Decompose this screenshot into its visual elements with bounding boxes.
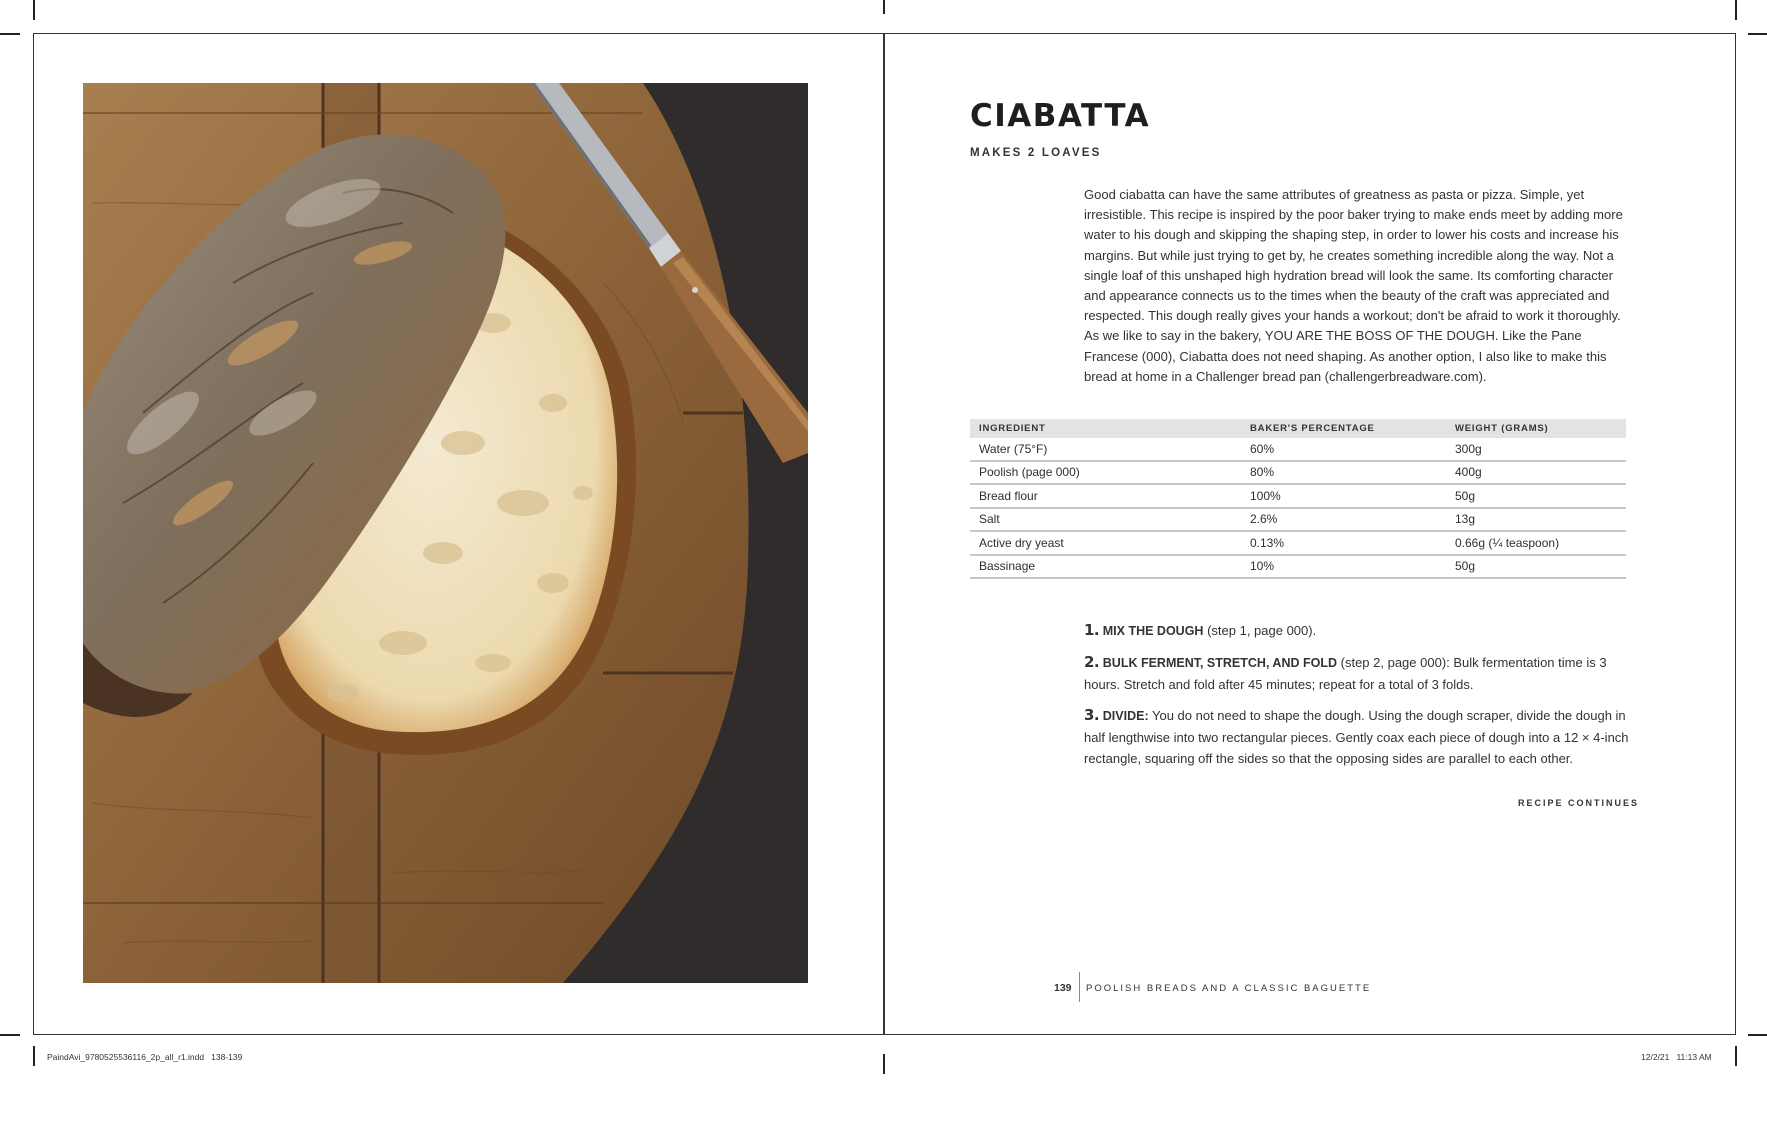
- step-number: 3.: [1084, 706, 1100, 724]
- table-row: [970, 508, 1626, 532]
- crop-mark: [1735, 1046, 1737, 1066]
- weight-cell: 400g: [1446, 461, 1626, 485]
- table-row: [970, 484, 1626, 508]
- ingredient-cell: Salt: [970, 508, 1241, 532]
- percentage-cell: 10%: [1241, 555, 1446, 579]
- ingredient-cell: Bassinage: [970, 555, 1241, 579]
- step-2: [1084, 652, 1630, 695]
- ingredient-cell: Poolish (page 000): [970, 461, 1241, 485]
- percentage-cell: 80%: [1241, 461, 1446, 485]
- step-number: 2.: [1084, 653, 1100, 671]
- column-header-bakers-percentage: BAKER'S PERCENTAGE: [1241, 419, 1446, 438]
- recipe-intro: Good ciabatta can have the same attributes of greatness as pasta or pizza. Simple, yet irresistible. This recipe is inspired by the poor baker trying to make ends meet by adding more water to his dough and skipping the shaping step, in order to lower his costs and increase his margins. But while just trying to get by, he creates something incredible along the way. Not a single loaf of this unshaped high hydration bread will look the same. Its comforting character and appearance connects us to the times when the beauty of the craft was appreciated and respected. This dough really gives your hands a workout; don't be afraid to work it thoroughly. As we like to say in the bakery, YOU ARE THE BOSS OF THE DOUGH. Like the Pane Francese (000), Ciabatta does not need shaping. As another option, I also like to make this bread at home in a Challenger bread pan (challengerbreadware.com).: [1084, 187, 1623, 384]
- recipe-continues-note: RECIPE CONTINUES: [1518, 798, 1640, 808]
- step-heading: BULK FERMENT, STRETCH, AND FOLD: [1102, 656, 1338, 670]
- ciabatta-photo: [83, 83, 808, 983]
- folio-divider: [1079, 972, 1080, 1002]
- crop-mark: [0, 1034, 20, 1036]
- weight-cell: 50g: [1446, 555, 1626, 579]
- step-1: [1084, 620, 1630, 642]
- crop-mark: [883, 0, 885, 14]
- table-row: [970, 461, 1626, 485]
- percentage-cell: 0.13%: [1241, 531, 1446, 555]
- percentage-cell: 100%: [1241, 484, 1446, 508]
- crop-mark: [1748, 33, 1767, 35]
- recipe-title: CIABATTA: [970, 98, 1151, 134]
- crop-mark: [33, 1046, 35, 1066]
- table-header-row: [970, 419, 1626, 438]
- method-steps: [1084, 620, 1630, 779]
- step-heading: MIX THE DOUGH: [1102, 624, 1204, 638]
- ingredient-cell: Bread flour: [970, 484, 1241, 508]
- ingredient-table: [970, 419, 1626, 579]
- step-text: You do not need to shape the dough. Using the dough scraper, divide the dough in half lengthwise into two rectangular pieces. Gently coax each piece of dough into a 12 × 4-inch rectangle, squaring off the sides so that the opposing sides are parallel to each other.: [1084, 708, 1629, 766]
- step-text: (step 2, page 000): Bulk fermentation time is 3 hours. Stretch and fold after 45 minutes; repeat for a total of 3 folds.: [1084, 655, 1607, 692]
- crop-mark: [0, 33, 20, 35]
- crop-mark: [883, 1054, 885, 1074]
- weight-cell: 0.66g (¼ teaspoon): [1446, 531, 1626, 555]
- weight-cell: 50g: [1446, 484, 1626, 508]
- gutter-line: [883, 33, 885, 1035]
- weight-cell: 300g: [1446, 438, 1626, 461]
- page-number: 139: [1054, 982, 1072, 994]
- column-header-ingredient: INGREDIENT: [970, 419, 1241, 438]
- crop-mark: [1748, 1034, 1767, 1036]
- recipe-yield: MAKES 2 LOAVES: [970, 147, 1102, 159]
- table-row: [970, 531, 1626, 555]
- step-heading: DIVIDE:: [1102, 709, 1149, 723]
- step-3: [1084, 705, 1630, 769]
- slug-filename: PaindAvi_9780525536116_2p_all_r1.indd 138-139: [47, 1052, 243, 1062]
- step-text: (step 1, page 000).: [1203, 623, 1317, 638]
- running-footer-chapter: POOLISH BREADS AND A CLASSIC BAGUETTE: [1086, 983, 1372, 994]
- slug-timestamp: 12/2/21 11:13 AM: [1641, 1052, 1712, 1062]
- table-row: [970, 555, 1626, 579]
- percentage-cell: 2.6%: [1241, 508, 1446, 532]
- column-header-weight: WEIGHT (GRAMS): [1446, 419, 1626, 438]
- crop-mark: [33, 0, 35, 20]
- ingredient-cell: Active dry yeast: [970, 531, 1241, 555]
- percentage-cell: 60%: [1241, 438, 1446, 461]
- weight-cell: 13g: [1446, 508, 1626, 532]
- ingredient-cell: Water (75°F): [970, 438, 1241, 461]
- crop-mark: [1735, 0, 1737, 20]
- step-number: 1.: [1084, 621, 1100, 639]
- table-row: [970, 438, 1626, 461]
